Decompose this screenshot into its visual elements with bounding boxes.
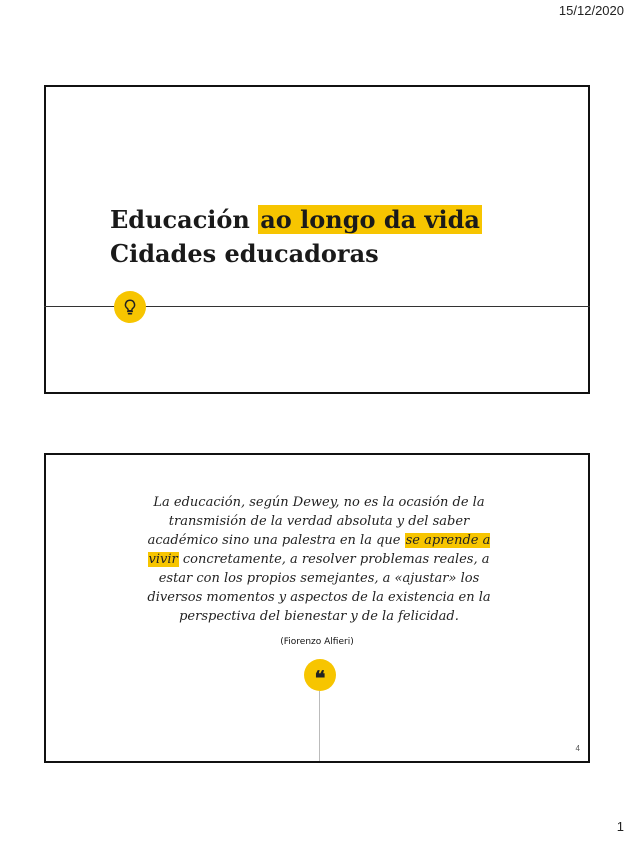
title-line2: Cidades educadoras: [110, 239, 379, 268]
slide-number: 4: [575, 744, 580, 753]
title-line1-plain: Educación: [110, 205, 259, 234]
slide-title: [44, 85, 590, 394]
quote-badge: [304, 659, 336, 691]
page-number: 1: [616, 819, 624, 834]
vertical-line: [319, 691, 320, 761]
quote-icon: ❝: [314, 666, 326, 690]
quote-highlight: se aprende a vivir: [148, 533, 491, 567]
title-line1-highlight: ao longo da vida: [260, 205, 480, 234]
quote-author: (Fiorenzo Alfieri): [280, 637, 354, 647]
slide-title-heading: [110, 203, 482, 271]
quote-part1: La educación, según Dewey, no es la ocasión de la transmisión de la verdad absoluta y del saber académico sino una palestra en la que: [147, 495, 485, 548]
lightbulb-badge: [114, 291, 146, 323]
slide-quote: [44, 453, 590, 763]
lightbulb-icon: [121, 298, 139, 316]
quote-text: [136, 493, 502, 626]
print-date: 15/12/2020: [558, 3, 624, 18]
quote-part2: concretamente, a resolver problemas reales, a estar con los propios semejantes, a «ajustar» los diversos momentos y aspectos de la existencia en la perspectiva del bienestar y de la felicidad.: [147, 552, 491, 624]
